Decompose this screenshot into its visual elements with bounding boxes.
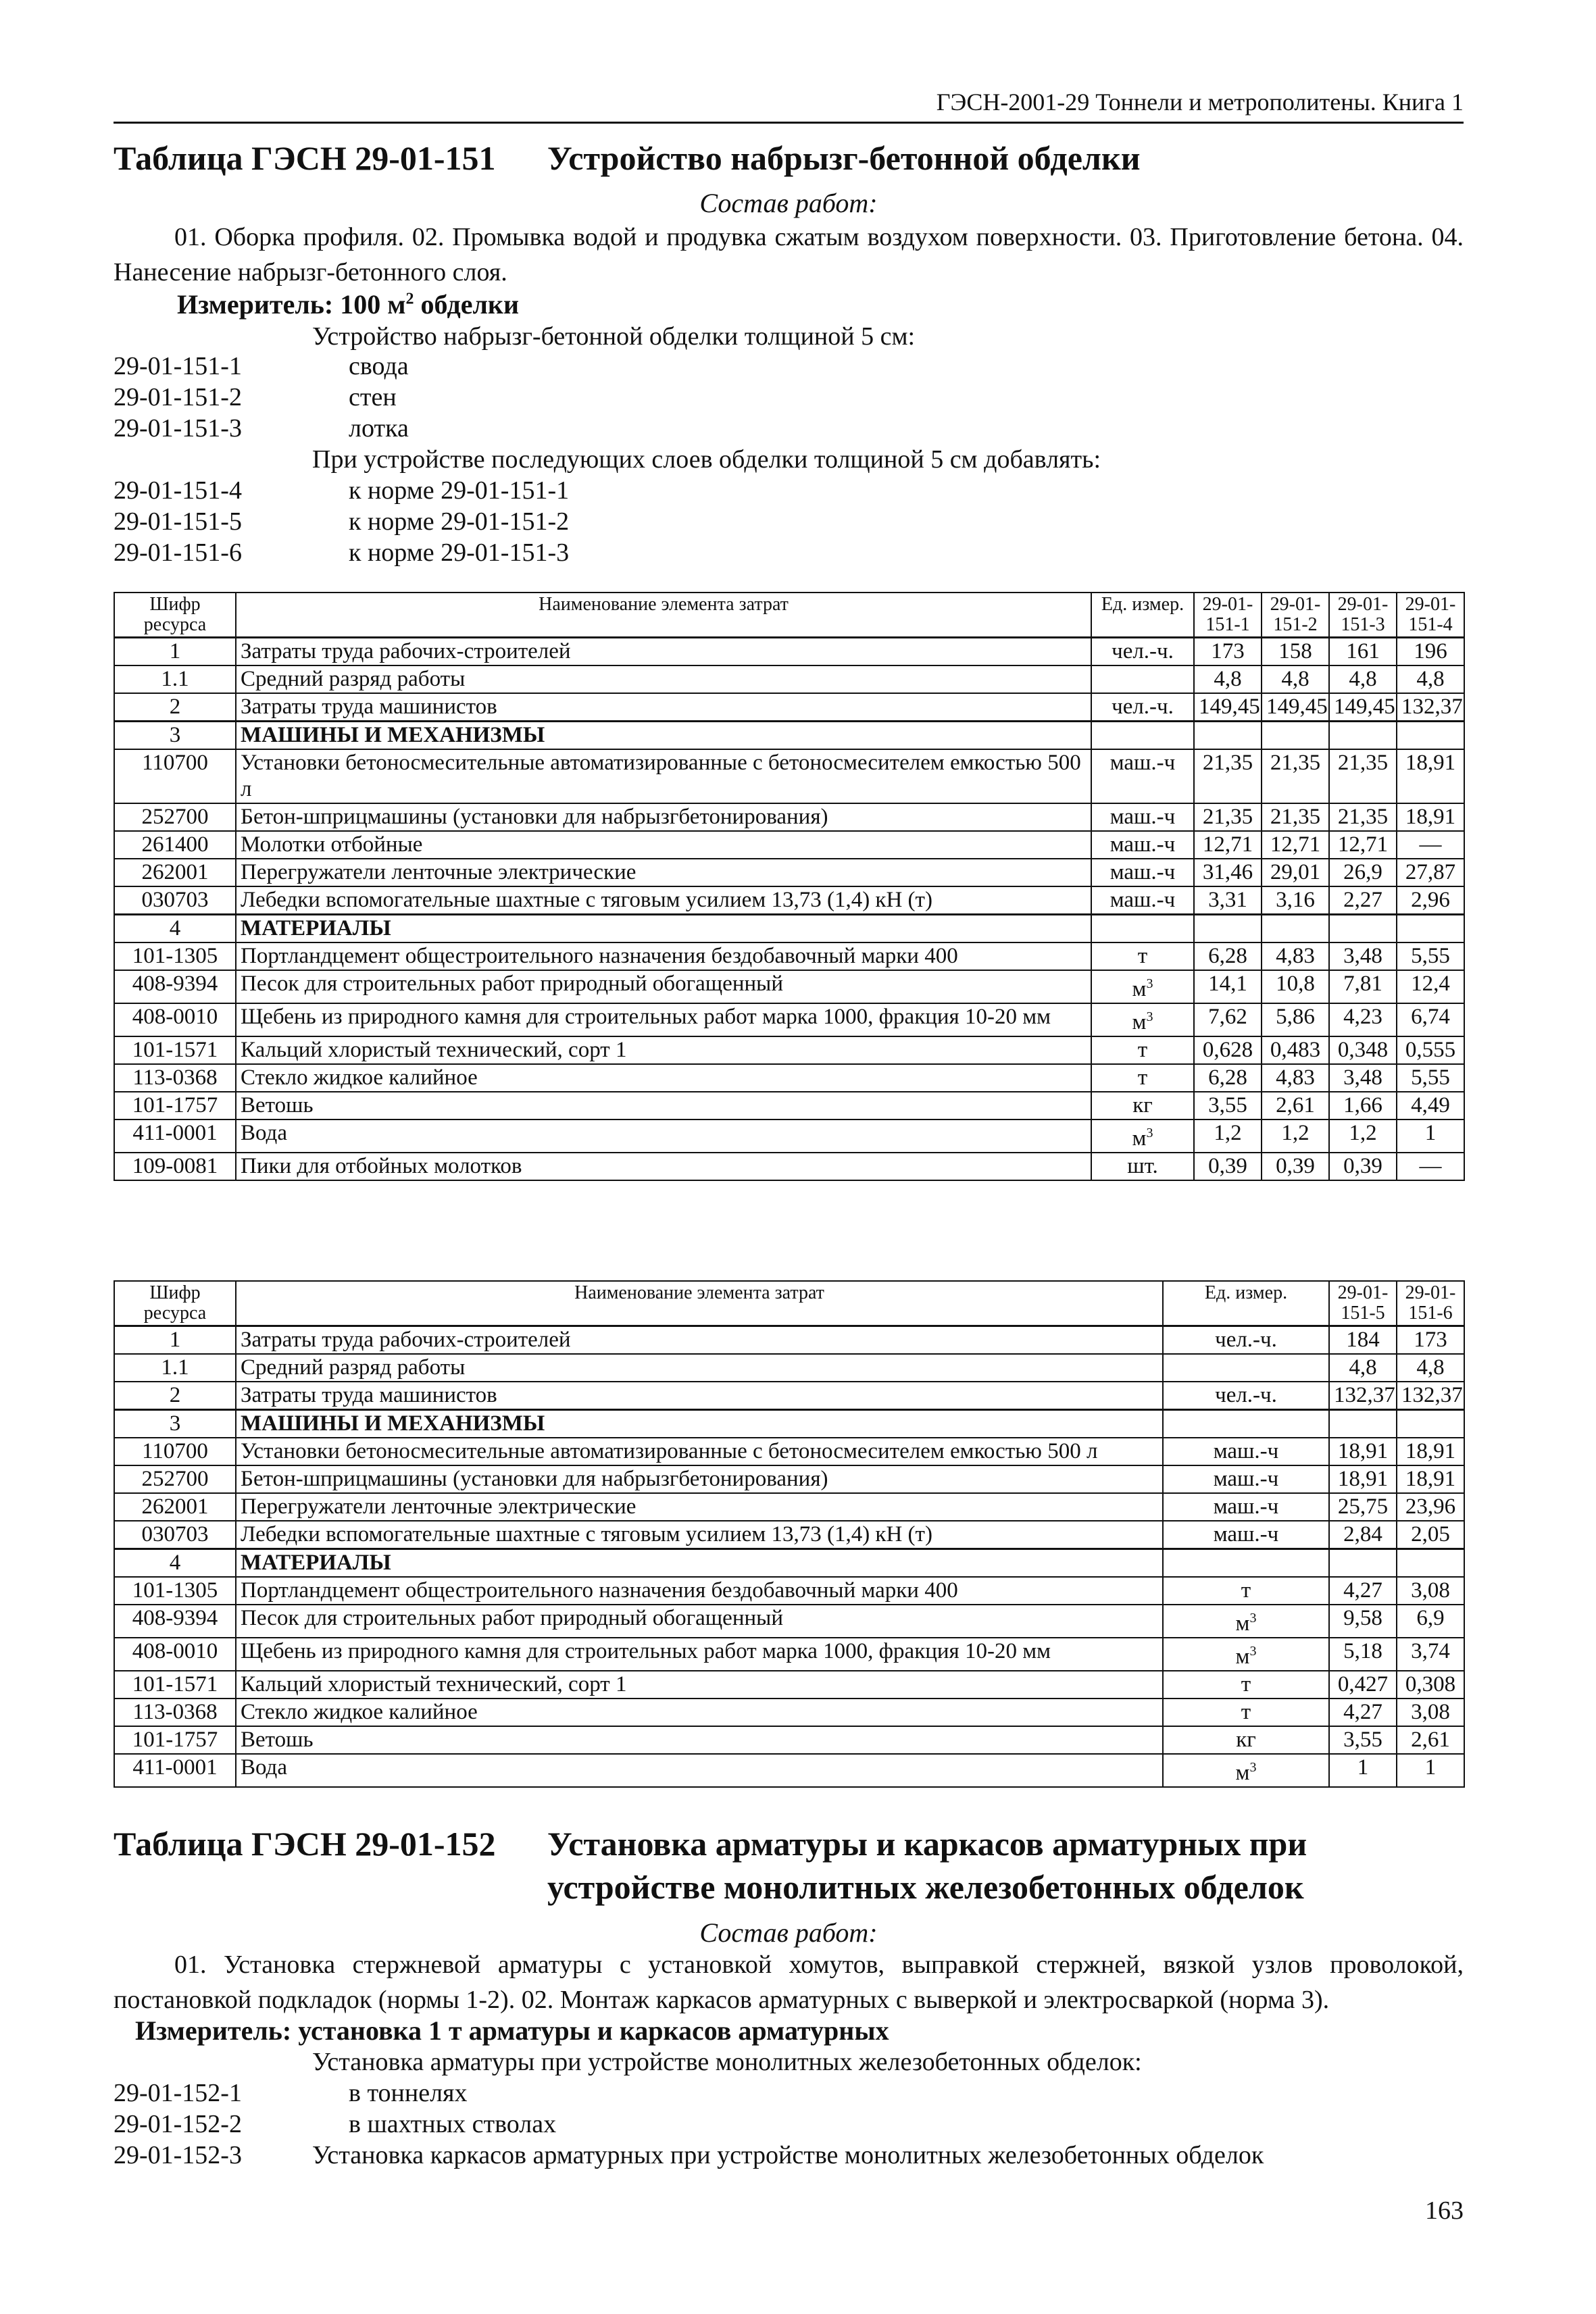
norm-value-cell: 18,91 (1397, 1465, 1464, 1493)
norm-value-cell: 1 (1397, 1120, 1464, 1153)
table-row (114, 1438, 1464, 1465)
unit-cell (1091, 722, 1194, 750)
norm-value-cell: 3,48 (1329, 1064, 1397, 1092)
unit-cell: чел.-ч. (1091, 693, 1194, 722)
norm-value-cell: 4,8 (1194, 665, 1262, 693)
unit-cell: шт. (1091, 1153, 1194, 1180)
table-header-row (114, 1281, 1464, 1326)
cost-element-name-cell: Перегружатели ленточные электрические (236, 1493, 1163, 1521)
norm-code: 29-01-151-1 (114, 352, 242, 380)
cost-element-name-cell: Кальций хлористый технический, сорт 1 (236, 1036, 1091, 1064)
unit-cell: маш.-ч (1163, 1465, 1329, 1493)
norm-value-cell: 21,35 (1329, 749, 1397, 803)
norm-text: в тоннелях (349, 2079, 468, 2107)
norm-value-cell: 6,28 (1194, 1064, 1262, 1092)
cost-element-name-cell: Пики для отбойных молотков (236, 1153, 1091, 1180)
table-row (114, 1092, 1464, 1120)
norm-value-cell: 27,87 (1397, 859, 1464, 886)
norm-value-cell: 4,27 (1329, 1699, 1397, 1726)
norm-value-cell: 1,2 (1194, 1120, 1262, 1153)
norm-value-cell: 9,58 (1329, 1605, 1397, 1638)
norm-value-cell: 2,27 (1329, 886, 1397, 915)
table-header-row (114, 593, 1464, 638)
norm-value-cell: 1,2 (1262, 1120, 1329, 1153)
norm-value-cell: 18,91 (1397, 803, 1464, 831)
norm-value-cell: 4,8 (1329, 665, 1397, 693)
cost-element-name-cell: Перегружатели ленточные электрические (236, 859, 1091, 886)
table-row (114, 1493, 1464, 1521)
norm-value-cell: 3,48 (1329, 942, 1397, 970)
norm-value-cell: 18,91 (1329, 1438, 1397, 1465)
norm-code: 29-01-152-1 (114, 2079, 242, 2107)
resource-code-cell: 252700 (114, 1465, 236, 1493)
table-row (114, 638, 1464, 666)
resource-code-cell: 4 (114, 915, 236, 943)
norm-value-cell: 132,37 (1329, 1382, 1397, 1410)
table-row (114, 1638, 1464, 1671)
resource-code-cell: 030703 (114, 886, 236, 915)
resource-code-cell: 3 (114, 1410, 236, 1438)
norm-value-cell: 3,55 (1329, 1726, 1397, 1754)
cost-element-name-cell: Стекло жидкое калийное (236, 1064, 1091, 1092)
running-title: ГЭСН-2001-29 Тоннели и метрополитены. Книга 1 (936, 89, 1464, 116)
norm-value-cell: 21,35 (1194, 749, 1262, 803)
column-header: Наименование элемента затрат (236, 593, 1091, 638)
resource-code-cell: 262001 (114, 1493, 236, 1521)
unit-superscript: 3 (1146, 976, 1153, 991)
norm-value-cell: 0,348 (1329, 1036, 1397, 1064)
norm-value-cell: 6,74 (1397, 1003, 1464, 1036)
table-row (114, 749, 1464, 803)
norm-value-cell: 1 (1329, 1754, 1397, 1787)
table-row (114, 1465, 1464, 1493)
norm-value-cell (1397, 1410, 1464, 1438)
unit-cell (1091, 665, 1194, 693)
unit-cell: маш.-ч (1091, 859, 1194, 886)
norm-value-cell: 31,46 (1194, 859, 1262, 886)
resource-code-cell: 101-1305 (114, 942, 236, 970)
table-row (114, 1003, 1464, 1036)
cost-element-name-cell: Стекло жидкое калийное (236, 1699, 1163, 1726)
cost-element-name-cell: Затраты труда машинистов (236, 693, 1091, 722)
unit-cell: $м^3$ (1091, 1120, 1194, 1153)
norm-code: 29-01-151-5 (114, 507, 242, 536)
norm-value-cell: 3,16 (1262, 886, 1329, 915)
norm-value-cell: 158 (1262, 638, 1329, 666)
norm-value-cell (1329, 1410, 1397, 1438)
section-title-152-line1: Установка арматуры и каркасов арматурных при (547, 1825, 1307, 1863)
unit-superscript: 3 (1249, 1644, 1257, 1659)
norm-value-cell: 5,18 (1329, 1638, 1397, 1671)
unit-cell: т (1163, 1699, 1329, 1726)
norm-code: 29-01-151-2 (114, 383, 242, 411)
unit-cell: $м^3$ (1163, 1638, 1329, 1671)
norm-value-cell (1262, 722, 1329, 750)
norm-value-cell: 14,1 (1194, 970, 1262, 1003)
norm-value-cell: 0,39 (1194, 1153, 1262, 1180)
cost-element-name-cell: Затраты труда машинистов (236, 1382, 1163, 1410)
norm-value-cell: 5,55 (1397, 1064, 1464, 1092)
resource-code-cell: 101-1571 (114, 1671, 236, 1699)
table-row (114, 1354, 1464, 1382)
table-section-row (114, 1410, 1464, 1438)
norm-value-cell: 4,8 (1397, 665, 1464, 693)
resource-code-cell: 1.1 (114, 1354, 236, 1382)
norm-value-cell: 21,35 (1194, 803, 1262, 831)
norm-value-cell (1397, 722, 1464, 750)
norm-value-cell: 0,628 (1194, 1036, 1262, 1064)
norm-value-cell: 23,96 (1397, 1493, 1464, 1521)
norm-text: Установка каркасов арматурных при устройстве монолитных железобетонных обделок (312, 2141, 1264, 2169)
norm-text: стен (349, 383, 397, 411)
norm-value-cell: 6,9 (1397, 1605, 1464, 1638)
cost-element-name-cell: Вода (236, 1120, 1091, 1153)
unit-cell: т (1091, 1036, 1194, 1064)
norm-value-cell: 12,71 (1262, 831, 1329, 859)
norm-value-cell: 3,31 (1194, 886, 1262, 915)
unit-cell (1163, 1354, 1329, 1382)
table-row (114, 886, 1464, 915)
column-header: Шифр ресурса (114, 1281, 236, 1326)
section-name-cell: МАШИНЫ И МЕХАНИЗМЫ (236, 1410, 1163, 1438)
norm-value-cell: 0,39 (1329, 1153, 1397, 1180)
norm-value-cell: 12,4 (1397, 970, 1464, 1003)
unit-cell: чел.-ч. (1163, 1382, 1329, 1410)
resource-table-151-1-4 (114, 592, 1465, 1181)
resource-code-cell: 2 (114, 693, 236, 722)
cost-element-name-cell: Бетон-шприцмашины (установки для набрызгбетонирования) (236, 803, 1091, 831)
resource-code-cell: 1 (114, 638, 236, 666)
norm-value-cell: 149,45 (1194, 693, 1262, 722)
table-row (114, 970, 1464, 1003)
norm-text: к норме 29-01-151-3 (349, 538, 570, 567)
unit-cell: $м^3$ (1163, 1754, 1329, 1787)
norm-code: 29-01-151-4 (114, 476, 242, 505)
unit-superscript: 3 (1146, 1126, 1153, 1140)
unit-cell: чел.-ч. (1163, 1326, 1329, 1355)
running-header (114, 86, 1464, 124)
section-name-cell: МАТЕРИАЛЫ (236, 1549, 1163, 1578)
table-row (114, 1726, 1464, 1754)
cost-element-name-cell: Бетон-шприцмашины (установки для набрызгбетонирования) (236, 1465, 1163, 1493)
unit-cell: т (1163, 1577, 1329, 1605)
norm-value-cell: 161 (1329, 638, 1397, 666)
unit-cell: маш.-ч (1163, 1493, 1329, 1521)
cost-element-name-cell: Щебень из природного камня для строительных работ марка 1000, фракция 10-20 мм (236, 1638, 1163, 1671)
column-header: 29-01-151-2 (1262, 593, 1329, 638)
cost-element-name-cell: Кальций хлористый технический, сорт 1 (236, 1671, 1163, 1699)
norm-value-cell: 1,2 (1329, 1120, 1397, 1153)
column-header: 29-01-151-6 (1397, 1281, 1464, 1326)
unit-cell: маш.-ч (1163, 1438, 1329, 1465)
resource-code-cell: 101-1571 (114, 1036, 236, 1064)
norm-value-cell: 3,74 (1397, 1638, 1464, 1671)
norm-value-cell: 26,9 (1329, 859, 1397, 886)
norm-value-cell: 25,75 (1329, 1493, 1397, 1521)
norm-value-cell: 173 (1194, 638, 1262, 666)
norm-text: к норме 29-01-151-2 (349, 507, 570, 536)
norm-value-cell: 18,91 (1397, 1438, 1464, 1465)
cost-element-name-cell: Затраты труда рабочих-строителей (236, 638, 1091, 666)
cost-element-name-cell: Молотки отбойные (236, 831, 1091, 859)
norm-value-cell: 132,37 (1397, 1382, 1464, 1410)
norm-value-cell: 21,35 (1329, 803, 1397, 831)
column-header: 29-01-151-1 (1194, 593, 1262, 638)
table-row (114, 1754, 1464, 1787)
table-row (114, 693, 1464, 722)
cost-element-name-cell: Ветошь (236, 1726, 1163, 1754)
norm-code: 29-01-151-6 (114, 538, 242, 567)
norm-value-cell: 0,39 (1262, 1153, 1329, 1180)
norm-value-cell: 21,35 (1262, 749, 1329, 803)
norm-value-cell: 2,61 (1397, 1726, 1464, 1754)
cost-element-name-cell: Затраты труда рабочих-строителей (236, 1326, 1163, 1355)
cost-element-name-cell: Щебень из природного камня для строительных работ марка 1000, фракция 10-20 мм (236, 1003, 1091, 1036)
norm-value-cell (1397, 1549, 1464, 1578)
cost-element-name-cell: Вода (236, 1754, 1163, 1787)
column-header: 29-01-151-3 (1329, 593, 1397, 638)
norm-code: 29-01-152-2 (114, 2110, 242, 2138)
unit-cell: маш.-ч (1163, 1521, 1329, 1549)
norm-text: свода (349, 352, 409, 380)
resource-code-cell: 408-9394 (114, 970, 236, 1003)
cost-element-name-cell: Ветошь (236, 1092, 1091, 1120)
resource-code-cell: 4 (114, 1549, 236, 1578)
resource-code-cell: 261400 (114, 831, 236, 859)
column-header: 29-01-151-5 (1329, 1281, 1397, 1326)
norm-value-cell (1262, 915, 1329, 943)
cost-element-name-cell: Установки бетоносмесительные автоматизированные с бетоносмесителем емкостью 500 л (236, 749, 1091, 803)
table-row (114, 1153, 1464, 1180)
section-name-cell: МАТЕРИАЛЫ (236, 915, 1091, 943)
table-section-row (114, 1549, 1464, 1578)
resource-code-cell: 1.1 (114, 665, 236, 693)
cost-element-name-cell: Установки бетоносмесительные автоматизированные с бетоносмесителем емкостью 500 л (236, 1438, 1163, 1465)
unit-cell: $м^3$ (1091, 970, 1194, 1003)
norm-text: в шахтных стволах (349, 2110, 557, 2138)
norm-value-cell: 2,96 (1397, 886, 1464, 915)
norm-value-cell: 7,62 (1194, 1003, 1262, 1036)
table-section-row (114, 915, 1464, 943)
table-row (114, 803, 1464, 831)
norm-value-cell (1329, 722, 1397, 750)
resource-code-cell: 110700 (114, 749, 236, 803)
table-row (114, 1064, 1464, 1092)
unit-superscript: 3 (1249, 1611, 1257, 1626)
resource-code-cell: 109-0081 (114, 1153, 236, 1180)
resource-code-cell: 1 (114, 1326, 236, 1355)
norm-value-cell: 5,55 (1397, 942, 1464, 970)
norm-value-cell: 4,49 (1397, 1092, 1464, 1120)
norm-value-cell (1194, 915, 1262, 943)
resource-code-cell: 2 (114, 1382, 236, 1410)
table-row (114, 1605, 1464, 1638)
norm-value-cell: 2,84 (1329, 1521, 1397, 1549)
resource-code-cell: 408-9394 (114, 1605, 236, 1638)
norm-value-cell (1194, 722, 1262, 750)
norm-value-cell (1329, 1549, 1397, 1578)
norm-value-cell: — (1397, 831, 1464, 859)
table-number-152: Таблица ГЭСН 29-01-152 (114, 1825, 496, 1863)
unit-cell: маш.-ч (1091, 749, 1194, 803)
norm-value-cell: 0,308 (1397, 1671, 1464, 1699)
column-header: Шифр ресурса (114, 593, 236, 638)
norm-text: к норме 29-01-151-1 (349, 476, 570, 505)
unit-cell: кг (1163, 1726, 1329, 1754)
unit-cell (1163, 1410, 1329, 1438)
table-body (114, 1326, 1464, 1788)
page-number: 163 (1425, 2196, 1464, 2225)
unit-cell: т (1091, 942, 1194, 970)
unit-cell: чел.-ч. (1091, 638, 1194, 666)
column-header: Ед. измер. (1163, 1281, 1329, 1326)
norm-code: 29-01-152-3 (114, 2141, 242, 2169)
norm-value-cell: 10,8 (1262, 970, 1329, 1003)
norm-value-cell: 21,35 (1262, 803, 1329, 831)
norm-value-cell: 6,28 (1194, 942, 1262, 970)
table-row (114, 1577, 1464, 1605)
cost-element-name-cell: Средний разряд работы (236, 1354, 1163, 1382)
resource-code-cell: 101-1757 (114, 1092, 236, 1120)
norm-code: 29-01-151-3 (114, 414, 242, 443)
resource-code-cell: 101-1305 (114, 1577, 236, 1605)
resource-code-cell: 3 (114, 722, 236, 750)
norm-value-cell: 4,23 (1329, 1003, 1397, 1036)
norm-value-cell: 12,71 (1329, 831, 1397, 859)
table-row (114, 1382, 1464, 1410)
table-row (114, 1120, 1464, 1153)
unit-cell (1091, 915, 1194, 943)
work-composition-text-152: 01. Установка стержневой арматуры с установкой хомутов, выправкой стержней, вязкой узлов проволокой, постановкой подкладок (нормы 1-2). 02. Монтаж каркасов арматурных с выверкой и электросваркой (норма 3). (114, 1951, 1464, 2014)
norm-value-cell: 4,8 (1397, 1354, 1464, 1382)
table-body (114, 638, 1464, 1181)
cost-element-name-cell: Средний разряд работы (236, 665, 1091, 693)
table-row (114, 942, 1464, 970)
table-row (114, 665, 1464, 693)
resource-code-cell: 411-0001 (114, 1754, 236, 1787)
norm-value-cell: 0,483 (1262, 1036, 1329, 1064)
norm-value-cell: 4,8 (1329, 1354, 1397, 1382)
resource-code-cell: 113-0368 (114, 1699, 236, 1726)
subtitle-151-additional: При устройстве последующих слоев обделки толщиной 5 см добавлять: (312, 445, 1101, 474)
table-row (114, 859, 1464, 886)
resource-code-cell: 101-1757 (114, 1726, 236, 1754)
norm-value-cell: 149,45 (1262, 693, 1329, 722)
norm-value-cell: 173 (1397, 1326, 1464, 1355)
norm-value-cell: 4,8 (1262, 665, 1329, 693)
norm-value-cell: 1 (1397, 1754, 1464, 1787)
norm-value-cell: 4,27 (1329, 1577, 1397, 1605)
resource-code-cell: 030703 (114, 1521, 236, 1549)
cost-element-name-cell: Портландцемент общестроительного назначения бездобавочный марки 400 (236, 1577, 1163, 1605)
norm-value-cell: 3,08 (1397, 1577, 1464, 1605)
resource-table-151-5-6 (114, 1280, 1465, 1788)
resource-code-cell: 411-0001 (114, 1120, 236, 1153)
resource-code-cell: 262001 (114, 859, 236, 886)
table-section-row (114, 722, 1464, 750)
resource-code-cell: 113-0368 (114, 1064, 236, 1092)
unit-cell: маш.-ч (1091, 831, 1194, 859)
norm-value-cell: 4,83 (1262, 942, 1329, 970)
norm-value-cell: 132,37 (1397, 693, 1464, 722)
norm-value-cell (1397, 915, 1464, 943)
table-row (114, 1521, 1464, 1549)
cost-element-name-cell: Лебедки вспомогательные шахтные с тяговым усилием 13,73 (1,4) кН (т) (236, 886, 1091, 915)
unit-superscript: 3 (1249, 1760, 1257, 1775)
work-composition-label-152: Состав работ: (699, 1917, 878, 1948)
cost-element-name-cell: Песок для строительных работ природный обогащенный (236, 970, 1091, 1003)
subtitle-151-base: Устройство набрызг-бетонной обделки толщиной 5 см: (312, 322, 916, 351)
resource-code-cell: 252700 (114, 803, 236, 831)
unit-cell: т (1091, 1064, 1194, 1092)
measure-unit-152: Измеритель: установка 1 т арматуры и каркасов арматурных (135, 2015, 889, 2046)
norm-value-cell: 18,91 (1329, 1465, 1397, 1493)
norm-value-cell: 1,66 (1329, 1092, 1397, 1120)
unit-cell: $м^3$ (1091, 1003, 1194, 1036)
resource-code-cell: 408-0010 (114, 1003, 236, 1036)
norm-value-cell: 12,71 (1194, 831, 1262, 859)
subtitle-152: Установка арматуры при устройстве монолитных железобетонных обделок: (312, 2048, 1142, 2076)
norm-value-cell: 3,55 (1194, 1092, 1262, 1120)
cost-element-name-cell: Лебедки вспомогательные шахтные с тяговым усилием 13,73 (1,4) кН (т) (236, 1521, 1163, 1549)
table-row (114, 1699, 1464, 1726)
norm-text: лотка (349, 414, 409, 443)
norm-value-cell: 18,91 (1397, 749, 1464, 803)
norm-value-cell: 0,555 (1397, 1036, 1464, 1064)
work-composition-label-151: Состав работ: (699, 188, 878, 218)
unit-cell: маш.-ч (1091, 803, 1194, 831)
table-row (114, 1036, 1464, 1064)
norm-value-cell: 0,427 (1329, 1671, 1397, 1699)
norm-value-cell: 4,83 (1262, 1064, 1329, 1092)
column-header: Наименование элемента затрат (236, 1281, 1163, 1326)
measure-unit-151: Измеритель: 100 $м^2$ обделки (177, 289, 520, 320)
norm-value-cell: 5,86 (1262, 1003, 1329, 1036)
unit-cell: кг (1091, 1092, 1194, 1120)
norm-value-cell: 149,45 (1329, 693, 1397, 722)
norm-value-cell: 29,01 (1262, 859, 1329, 886)
norm-value-cell: 7,81 (1329, 970, 1397, 1003)
norm-value-cell: 184 (1329, 1326, 1397, 1355)
norm-value-cell: — (1397, 1153, 1464, 1180)
table-number-151: Таблица ГЭСН 29-01-151 (114, 139, 496, 177)
table-row (114, 831, 1464, 859)
unit-cell (1163, 1549, 1329, 1578)
section-title-152-line2: устройстве монолитных железобетонных обделок (547, 1868, 1304, 1906)
unit-superscript: 3 (1146, 1009, 1153, 1024)
unit-cell: $м^3$ (1163, 1605, 1329, 1638)
resource-code-cell: 408-0010 (114, 1638, 236, 1671)
section-title-151: Устройство набрызг-бетонной обделки (547, 139, 1141, 177)
work-composition-text-151: 01. Оборка профиля. 02. Промывка водой и продувка сжатым воздухом поверхности. 03. Приготовление бетона. 04. Нанесение набрызг-бетонного слоя. (114, 223, 1464, 286)
norm-value-cell: 2,05 (1397, 1521, 1464, 1549)
unit-cell: маш.-ч (1091, 886, 1194, 915)
norm-value-cell: 3,08 (1397, 1699, 1464, 1726)
table-row (114, 1671, 1464, 1699)
norm-value-cell (1329, 915, 1397, 943)
section-name-cell: МАШИНЫ И МЕХАНИЗМЫ (236, 722, 1091, 750)
cost-element-name-cell: Портландцемент общестроительного назначения бездобавочный марки 400 (236, 942, 1091, 970)
column-header: Ед. измер. (1091, 593, 1194, 638)
resource-code-cell: 110700 (114, 1438, 236, 1465)
column-header: 29-01-151-4 (1397, 593, 1464, 638)
table-row (114, 1326, 1464, 1355)
norm-value-cell: 2,61 (1262, 1092, 1329, 1120)
unit-cell: т (1163, 1671, 1329, 1699)
cost-element-name-cell: Песок для строительных работ природный обогащенный (236, 1605, 1163, 1638)
norm-value-cell: 196 (1397, 638, 1464, 666)
